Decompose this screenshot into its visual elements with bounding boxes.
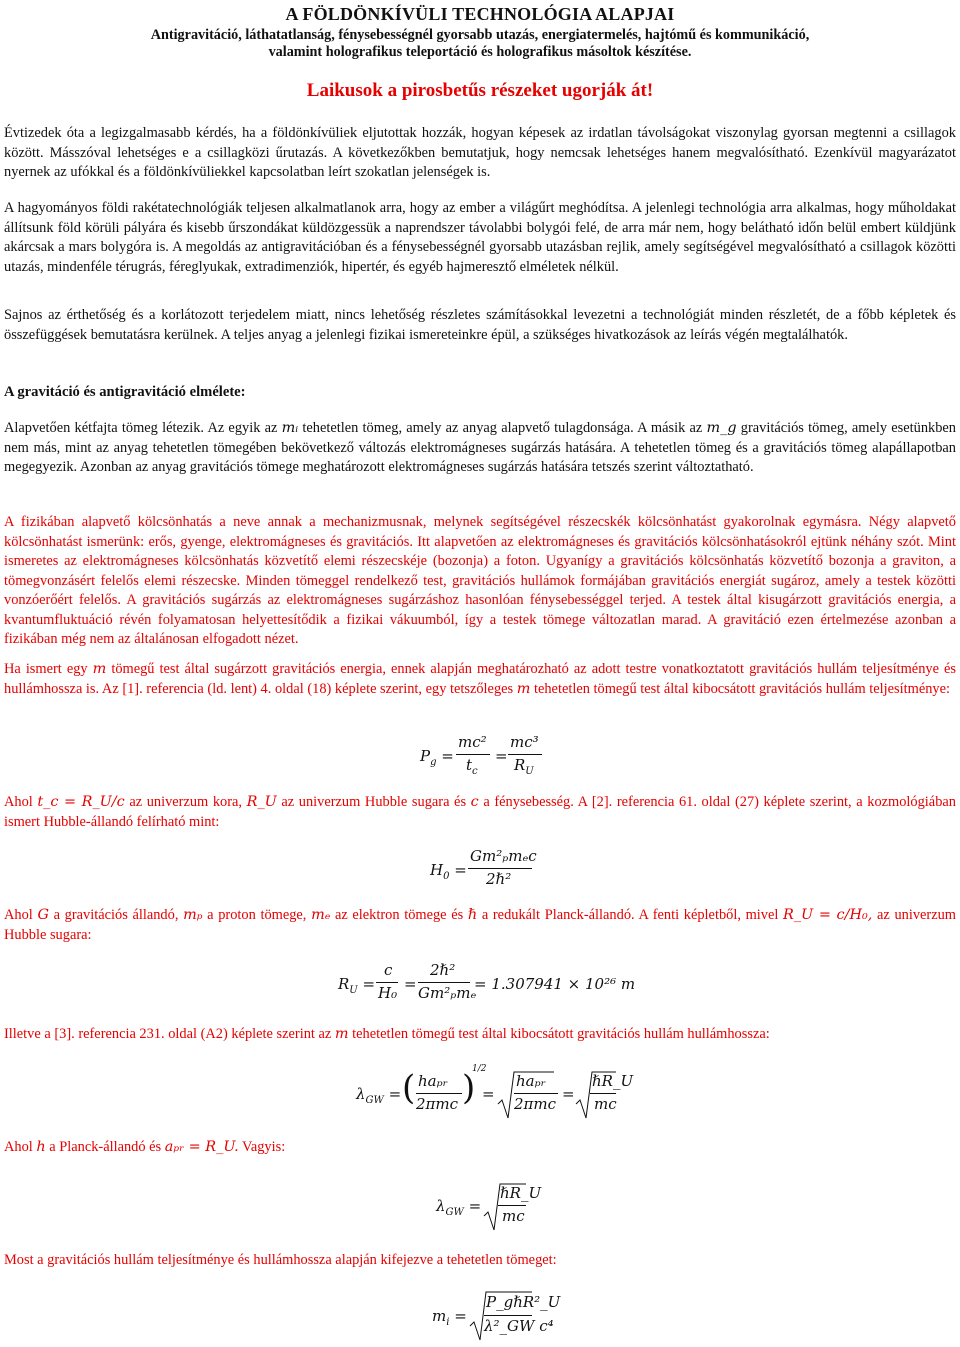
- equation-hubble-constant: $H_0$ = Gm²ₚmₑc 2ℏ²: [430, 847, 537, 888]
- red-warning: Laikusok a pirosbetűs részeket ugorják át!: [306, 80, 654, 101]
- section-heading: A gravitáció és antigravitáció elmélete:: [4, 384, 246, 400]
- red-planck-paragraph: Ahol h a Planck-állandó és aₚᵣ = R_U. Vagyis:: [4, 1139, 286, 1155]
- red-interaction-paragraph: A fizikában alapvető kölcsönhatás a neve annak a mechanizmusnak, melynek segítségével részecskék kölcsönhatást gyakorolnak egymásra. Négy alapvető kölcsönhatást ismerünk: erős, gyenge, elektromágneses és gravitációs. Itt alapvetően az elektromágneses és gravitációs kölcsönhatásokról ejtünk néhány szót. Mint ismeretes az elektromágneses kölcsönhatás közvetítő elemi részecskéje (bozonja) a foton. Ugyanígy a gravitációs kölcsönhatás közvetítő bozonja a graviton, a tömegvonzásért felelős elemi részecske. Minden tömeggel rendelkező test, gravitációs hullámok formájában gravitációs energiát sugároz, amely a testek közötti vonzóerőért felelős. A gravitációs sugárzás az elektromágneses sugárzáshoz hasonlóan fénysebességgel terjed. A testek által kisugárzott gravitációs energia, a kvantumfluktuáció révén folyamatosan helyettesítődik a fizikai vákuumból, így a testek tömege változatlan marad. A gravitáció ezen értelmezése azonban a fizikában még nem az általánosan elfogadott nézet.: [4, 514, 956, 647]
- mass-paragraph: Alapvetően kétfajta tömeg létezik. Az egyik az mᵢ tehetetlen tömeg, amely az anyag alapvető tulagdonsága. A másik az m_g gravitációs tömeg, amely esetünkben nem más, mint az anyag tehetetlen tömegében bekövetkező változás elektromágneses sugárzás hatására. A tehetetlen tömeg és a gravitációs tömeg alapállapotban megegyezik. Azonban az anyag gravitációs tömege meghatározott elektromágneses sugárzás hatására tetszés szerint változtatható.: [4, 420, 957, 475]
- red-constants-paragraph: Ahol G a gravitációs állandó, mₚ a proton tömege, mₑ az elektron tömege és ℏ a redukált Planck-állandó. A fenti képletből, mivel R_U = c/H₀, az univerzum Hubble sugara:: [4, 907, 956, 943]
- intro-paragraph-2: A hagyományos földi rakétatechnológiák teljesen alkalmatlanok arra, hogy az ember a világűrt meghódítsa. A jelenlegi technológia arra alkalmas, hogy műholdakat állítsunk föld körüli pályára és kisebb űrszondákat küldözgessük a naprendszer távolabbi bolygói felé, de arra már nem, hogy belátható időn belül embert küldjünk akárcsak a mars bolygóra is. A megoldás az antigravitációban és a fénysebességnél gyorsabb utazásban rejlik, amely segítségével megvalósítható a csillagok közötti utazás, mindenféle térugrás, féreglyukak, extradimenziók, hipertér, és egyéb hajmeresztő elméletek nélkül.: [4, 200, 956, 275]
- document-subtitle: [0, 27, 960, 61]
- equation-hubble-radius: $R_U$ = c H₀ = 2ℏ² Gm²ₚmₑ = 1.307941 × 10²⁶ m: [338, 961, 636, 1002]
- red-mass-paragraph: Most a gravitációs hullám teljesítménye és hullámhossza alapján kifejezve a tehetetlen tömeget:: [4, 1252, 557, 1268]
- inertial-mass-symbol: mᵢ: [281, 420, 299, 436]
- red-hubble-paragraph: Ahol t_c = R_U/c az univerzum kora, R_U az univerzum Hubble sugara és c a fénysebesség. A [2]. referencia 61. oldal (27) képlete szerint, a kozmológiában ismert Hubble-állandó felírható mint:: [4, 794, 956, 830]
- subtitle-line-1: Antigravitáció, láthatatlanság, fénysebességnél gyorsabb utazás, energiatermelés, hajtómű és kommunikáció,: [150, 27, 810, 43]
- equation-wavelength: $\lambda_{GW}$ = ( haₚᵣ 2πmc ) 1/2 = haₚᵣ 2πmc = ℏR_U mc: [356, 1068, 616, 1122]
- red-wavelength-paragraph: Illetve a [3]. referencia 231. oldal (A2) képlete szerint az m tehetetlen tömegű test által kibocsátott gravitációs hullám hullámhossza:: [4, 1026, 770, 1042]
- equation-inertial-mass: $m_i$ = P_gℏR²_U λ²_GW c⁴: [432, 1288, 542, 1344]
- intro-paragraph-3: Sajnos az érthetőség és a korlátozott terjedelem miatt, nincs lehetőség részletes számításokkal levezetni a technológiát minden részletét, de a főbb képletek és összefüggések bemutatásra kerülnek. A teljes anyag a jelenlegi fizikai ismereteinkre épül, a szükséges hivatkozások az leírás végén megtalálhatók.: [4, 307, 956, 343]
- equation-wavelength-simple: $\lambda_{GW}$ = ℏR_U mc: [436, 1180, 536, 1234]
- document-title: A FÖLDÖNKÍVÜLI TECHNOLÓGIA ALAPJAI: [285, 4, 675, 24]
- gravitational-mass-symbol: m_g: [706, 420, 737, 436]
- intro-paragraph-1: Évtizedek óta a legizgalmasabb kérdés, ha a földönkívüliek eljutottak hozzák, hogyan képesek az irdatlan távolságokat viszonylag gyorsan megtenni a csillagok között. Másszóval lehetséges e a csillagközi űrutazás. A következőkben bemutatjuk, hogy nemcsak lehetséges hanem megvalósítható. Ezenkívül magyarázatot nyernek az ufókkal és a földönkívüliekkel kapcsolatban leírt szokatlan jelenségek is.: [4, 125, 956, 180]
- red-power-paragraph: Ha ismert egy m tömegű test által sugárzott gravitációs energia, ennek alapján meghatározható az adott testre vonatkoztatott gravitációs hullám teljesítménye és hullámhossza is. Az [1]. referencia (ld. lent) 4. oldal (18) képlete szerint, egy tetszőleges m tehetetlen tömegű test által kibocsátott gravitációs hullám teljesítménye:: [4, 661, 956, 697]
- equation-power: $P_g$ = mc² $t_c$ = mc³ $R_U$: [420, 736, 550, 780]
- subtitle-line-2: valamint holografikus teleportáció és holografikus másoltok készítése.: [268, 44, 692, 60]
